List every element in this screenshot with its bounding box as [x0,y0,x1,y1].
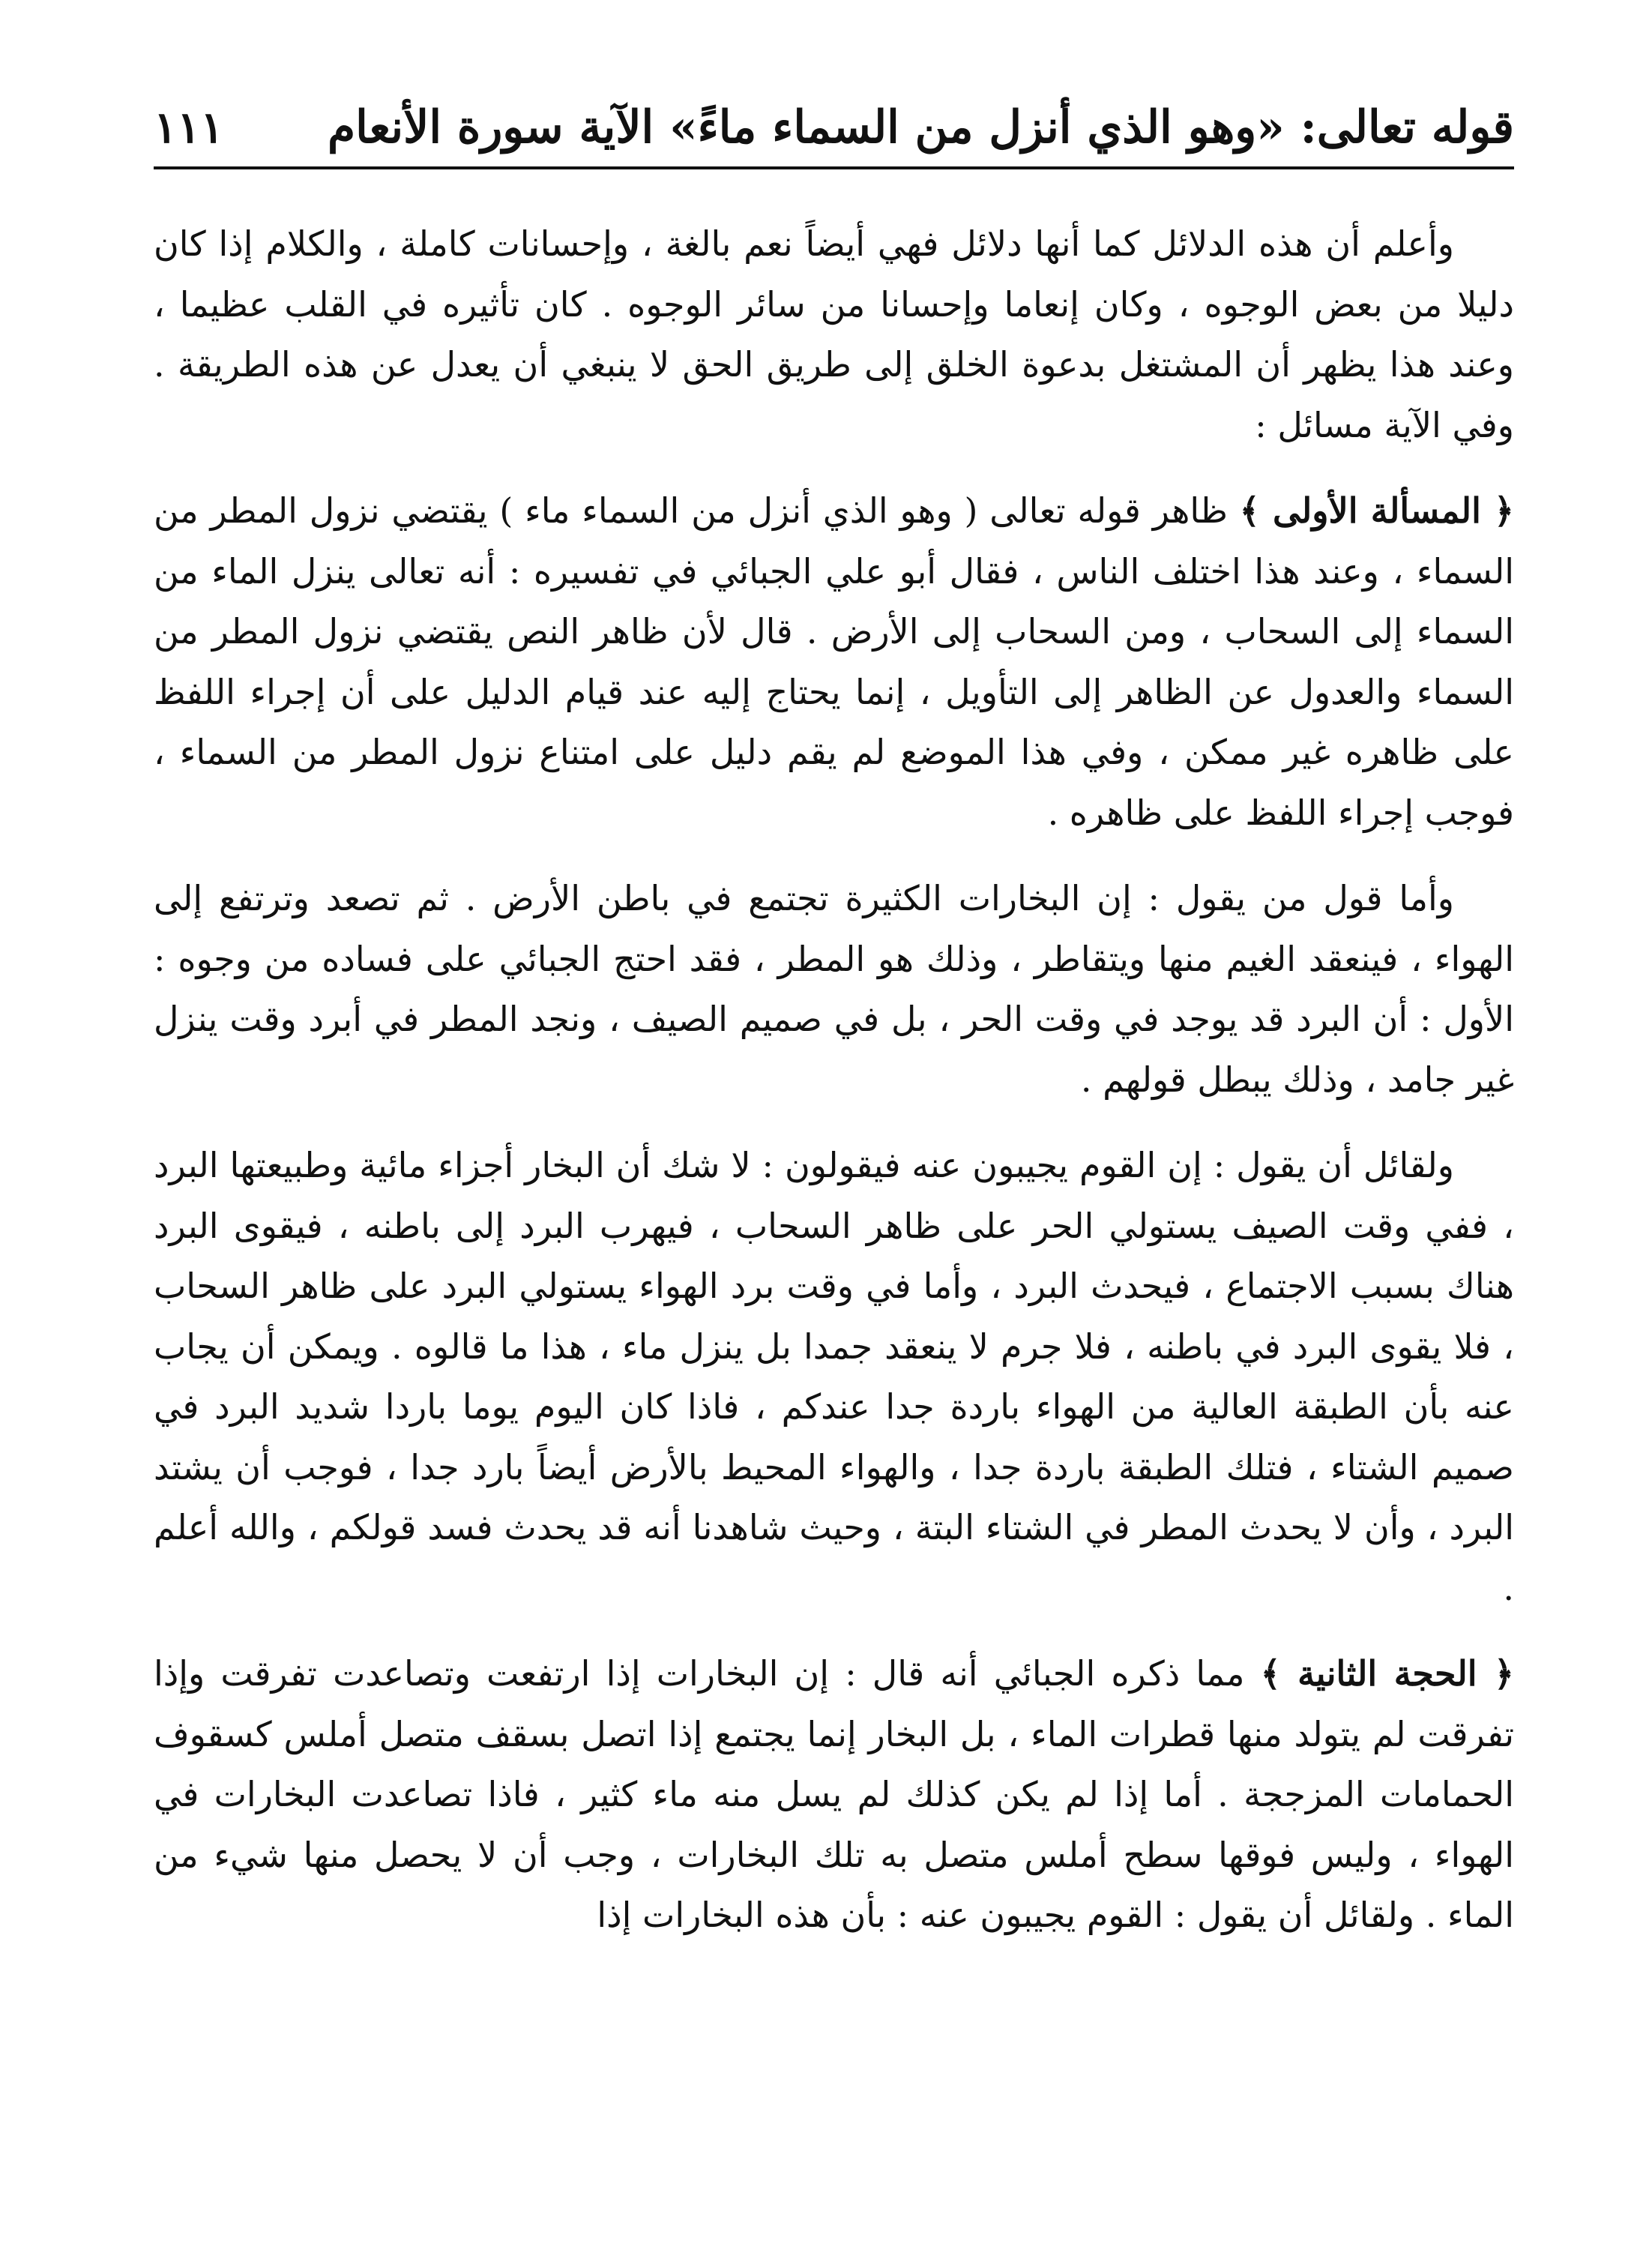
body-text [154,214,1514,1971]
header-rule [154,166,1514,169]
paragraph-text: وأما قول من يقول : إن البخارات الكثيرة تجتمع في باطن الأرض . ثم تصعد وترتفع إلى الهواء ، فينعقد الغيم منها ويتقاطر ، وذلك هو المطر ، فقد احتج الجبائي على فساده من وجوه : الأول : أن البرد قد يوجد في وقت الحر ، بل في صميم الصيف ، ونجد المطر في أبرد وقت ينزل غير جامد ، وذلك يبطل قولهم . [154,878,1514,1100]
paragraph-text: ولقائل أن يقول : إن القوم يجيبون عنه فيقولون : لا شك أن البخار أجزاء مائية وطبيعتها البرد ، ففي وقت الصيف يستولي الحر على ظاهر السحاب ، فيهرب البرد إلى باطنه ، فيقوى البرد هناك بسبب الاجتماع ، فيحدث البرد ، وأما في وقت برد الهواء يستولي البرد على ظاهر السحاب ، فلا يقوى البرد في باطنه ، فلا جرم لا ينعقد جمدا بل ينزل ماء ، هذا ما قالوه . ويمكن أن يجاب عنه بأن الطبقة العالية من الهواء باردة جدا عندكم ، فاذا كان اليوم يوما باردا شديد البرد في صميم الشتاء ، فتلك الطبقة باردة جدا ، والهواء المحيط بالأرض أيضاً بارد جدا ، فوجب أن يشتد البرد ، وأن لا يحدث المطر في الشتاء البتة ، وحيث شاهدنا أنه قد يحدث فسد قولكم ، والله أعلم . [154,1145,1514,1608]
paragraph-intro [154,214,1514,455]
section-heading: ﴿ الحجة الثانية ﴾ [1260,1653,1514,1694]
paragraph-second-argument [154,1643,1514,1946]
running-title: قوله تعالى: «وهو الذي أنزل من السماء ماءً» الآية سورة الأنعام [328,101,1514,154]
paragraph-first-issue [154,481,1514,843]
paragraph-response [154,1135,1514,1618]
paragraph-text: مما ذكره الجبائي أنه قال : إن البخارات إذا ارتفعت وتصاعدت تفرقت وإذا تفرقت لم يتولد منها قطرات الماء ، بل البخار إنما يجتمع إذا اتصل بسقف متصل أملس كسقوف الحمامات المزججة . أما إذا لم يكن كذلك لم يسل منه ماء كثير ، فاذا تصاعدت البخارات في الهواء ، وليس فوقها سطح أملس متصل به تلك البخارات ، وجب أن لا يحصل منها شيء من الماء . ولقائل أن يقول : القوم يجيبون عنه : بأن هذه البخارات إذا [154,1653,1514,1935]
section-heading: ﴿ المسألة الأولى ﴾ [1239,490,1515,531]
paragraph-text: ظاهر قوله تعالى ( وهو الذي أنزل من السماء ماء ) يقتضي نزول المطر من السماء ، وعند هذا اختلف الناس ، فقال أبو علي الجبائي في تفسيره : أنه تعالى ينزل الماء من السماء إلى السحاب ، ومن السحاب إلى الأرض . قال لأن ظاهر النص يقتضي نزول المطر من السماء والعدول عن الظاهر إلى التأويل ، إنما يحتاج إليه عند قيام الدليل على أن إجراء اللفظ على ظاهره غير ممكن ، وفي هذا الموضع لم يقم دليل على امتناع نزول المطر من السماء ، فوجب إجراء اللفظ على ظاهره . [154,490,1515,833]
page-header [154,90,1514,165]
paragraph-objection [154,868,1514,1110]
paragraph-text: وأعلم أن هذه الدلائل كما أنها دلائل فهي أيضاً نعم بالغة ، وإحسانات كاملة ، والكلام إذا كان دليلا من بعض الوجوه ، وكان إنعاما وإحسانا من سائر الوجوه . كان تأثيره في القلب عظيما ، وعند هذا يظهر أن المشتغل بدعوة الخلق إلى طريق الحق لا ينبغي أن يعدل عن هذه الطريقة . وفي الآية مسائل : [154,223,1514,445]
page-number: ١١١ [154,102,224,153]
